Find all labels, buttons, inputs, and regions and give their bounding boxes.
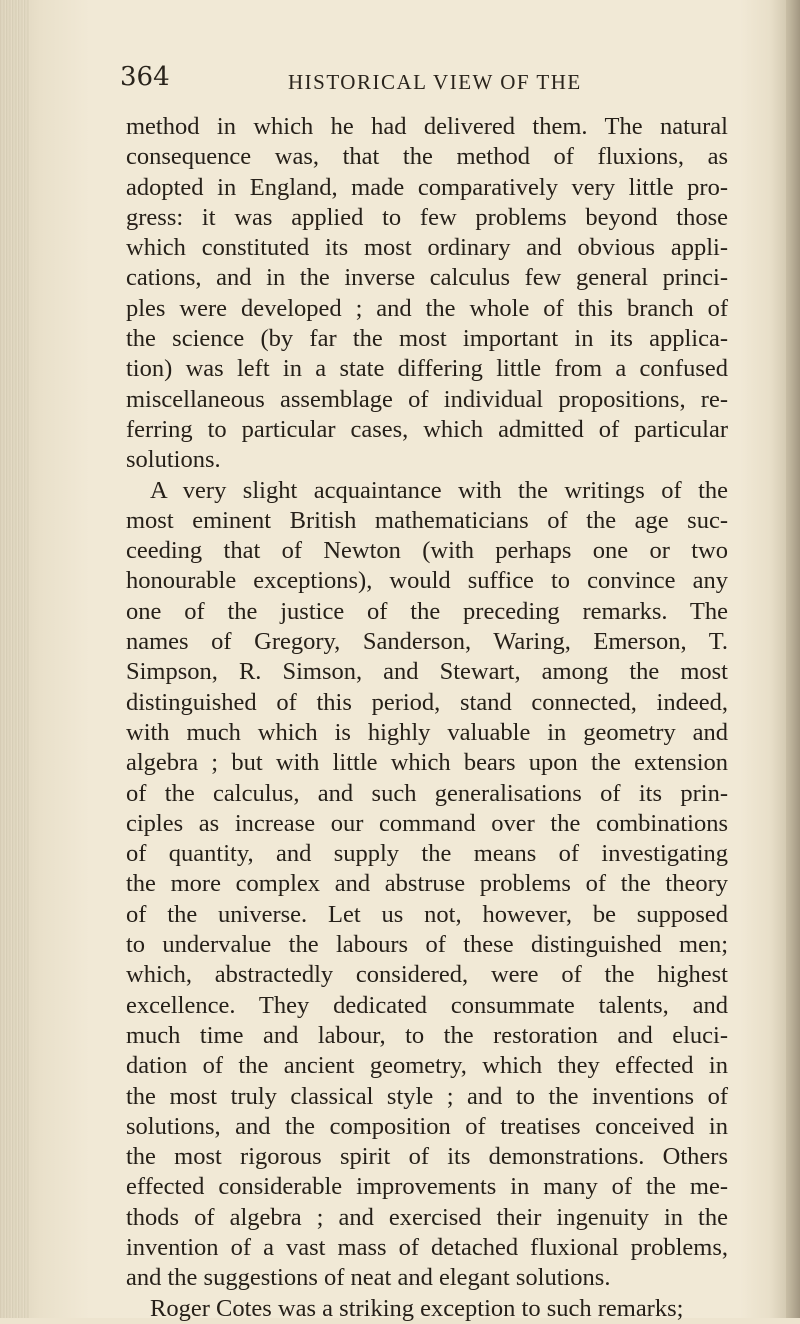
- body-text: [126, 112, 728, 1324]
- text-line: consequence was, that the method of fluxions, as: [126, 143, 728, 171]
- text-line: thods of algebra ; and exercised their ingenuity in the: [126, 1203, 728, 1231]
- text-line: the science (by far the most important in its applica-: [126, 325, 728, 353]
- text-line: excellence. They dedicated consummate talents, and: [126, 991, 728, 1019]
- text-line: the most rigorous spirit of its demonstrations. Others: [126, 1143, 728, 1171]
- text-line: and the suggestions of neat and elegant solutions.: [126, 1264, 611, 1292]
- text-line: ples were developed ; and the whole of this branch of: [126, 294, 728, 322]
- page-header: [120, 62, 720, 102]
- text-line: Roger Cotes was a striking exception to such remarks;: [150, 1294, 684, 1322]
- text-line: one of the justice of the preceding remarks. The: [126, 597, 728, 625]
- text-line: the more complex and abstruse problems of the theory: [126, 870, 728, 898]
- text-line: adopted in England, made comparatively very little pro-: [126, 173, 728, 201]
- running-head: HISTORICAL VIEW OF THE: [288, 70, 582, 94]
- text-line: which constituted its most ordinary and obvious appli-: [126, 234, 728, 262]
- text-line: distinguished of this period, stand connected, indeed,: [126, 688, 728, 716]
- text-line: ciples as increase our command over the combinations: [126, 809, 728, 837]
- text-line: names of Gregory, Sanderson, Waring, Emerson, T.: [126, 628, 728, 656]
- text-line: solutions, and the composition of treatises conceived in: [126, 1112, 728, 1140]
- page-number: 364: [120, 62, 170, 92]
- text-line: effected considerable improvements in many of the me-: [126, 1173, 728, 1201]
- text-line: solutions.: [126, 446, 221, 474]
- text-line: tion) was left in a state differing little from a confused: [126, 355, 728, 383]
- text-line: of the universe. Let us not, however, be supposed: [126, 900, 728, 928]
- text-line: cations, and in the inverse calculus few general princi-: [126, 264, 728, 292]
- text-line: Simpson, R. Simson, and Stewart, among the most: [126, 658, 728, 686]
- text-line: to undervalue the labours of these distinguished men;: [126, 931, 728, 959]
- text-line: dation of the ancient geometry, which they effected in: [126, 1052, 728, 1080]
- text-line: gress: it was applied to few problems beyond those: [126, 203, 728, 231]
- text-line: miscellaneous assemblage of individual propositions, re-: [126, 385, 728, 413]
- page-gutter-shadow: [0, 0, 30, 1318]
- text-line: invention of a vast mass of detached fluxional problems,: [126, 1233, 728, 1261]
- text-line: of quantity, and supply the means of investigating: [126, 840, 728, 868]
- text-line: with much which is highly valuable in geometry and: [126, 718, 728, 746]
- text-line: ferring to particular cases, which admitted of particular: [126, 415, 728, 443]
- page-edge-shadow: [786, 0, 800, 1318]
- text-line: of the calculus, and such generalisations of its prin-: [126, 779, 728, 807]
- text-line: the most truly classical style ; and to the inventions of: [126, 1082, 728, 1110]
- text-line: most eminent British mathematicians of the age suc-: [126, 506, 728, 534]
- text-line: A very slight acquaintance with the writings of the: [150, 476, 728, 504]
- text-line: method in which he had delivered them. The natural: [126, 113, 728, 140]
- text-line: which, abstractedly considered, were of the highest: [126, 961, 728, 989]
- text-line: ceeding that of Newton (with perhaps one or two: [126, 537, 728, 565]
- text-line: algebra ; but with little which bears upon the extension: [126, 749, 728, 777]
- text-line: honourable exceptions), would suffice to convince any: [126, 567, 728, 595]
- text-line: much time and labour, to the restoration and eluci-: [126, 1021, 728, 1049]
